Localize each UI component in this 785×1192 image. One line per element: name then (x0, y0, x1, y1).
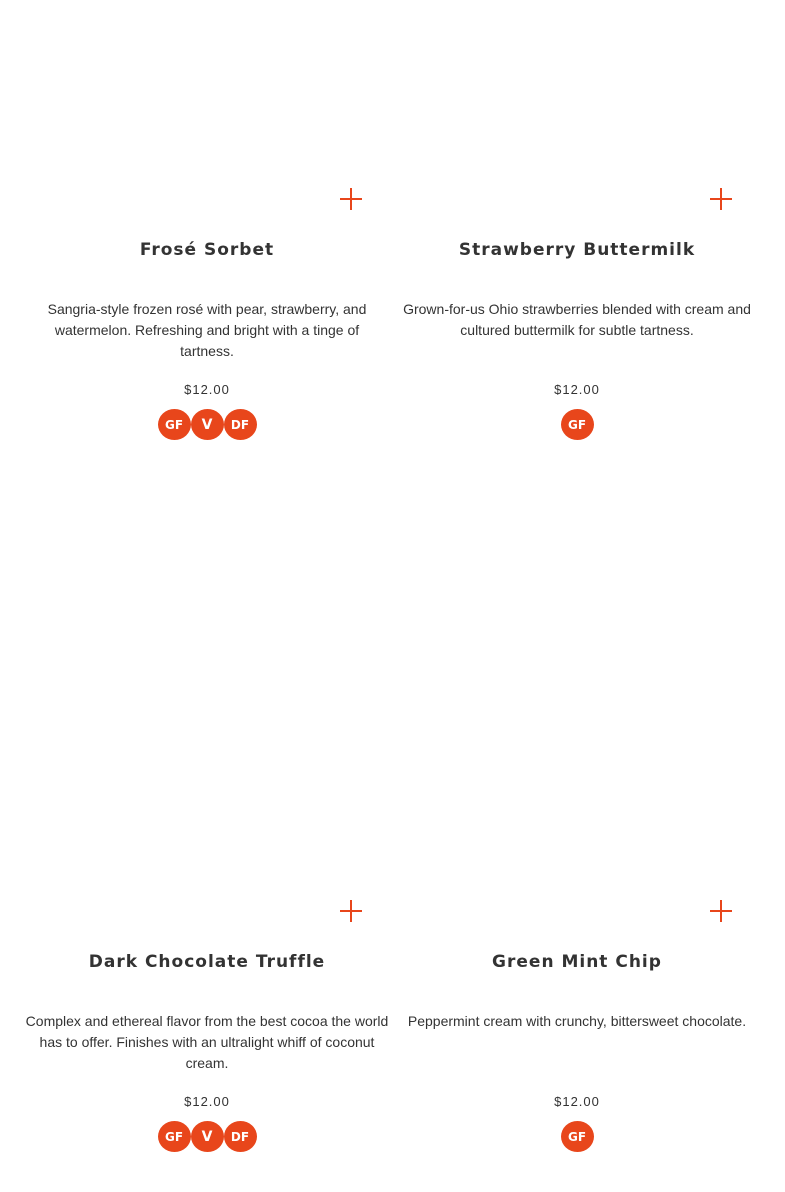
vegan-badge: V (191, 409, 224, 440)
gluten-free-badge: GF (561, 1121, 594, 1152)
plus-icon (702, 180, 740, 218)
product-title[interactable]: Strawberry Buttermilk (458, 240, 696, 260)
product-card-strawberry-buttermilk (392, 180, 762, 480)
dairy-free-badge: DF (224, 409, 257, 440)
dairy-free-badge: DF (224, 1121, 257, 1152)
add-to-cart-button[interactable] (332, 892, 370, 930)
product-title[interactable]: Frosé Sorbet (139, 240, 275, 260)
product-description: Peppermint cream with crunchy, bittersweet chocolate. (407, 1013, 747, 1029)
product-description: Sangria-style frozen rosé with pear, strawberry, and watermelon. Refreshing and bright with a tinge of tartness. (47, 301, 367, 359)
product-description: Complex and ethereal flavor from the best cocoa the world has to offer. Finishes with an ultralight whiff of coconut cream. (25, 1013, 389, 1071)
product-price: $12.00 (184, 382, 230, 397)
product-price: $12.00 (554, 1094, 600, 1109)
gluten-free-badge: GF (561, 409, 594, 440)
plus-icon (332, 892, 370, 930)
vegan-badge: V (191, 1121, 224, 1152)
product-title[interactable]: Dark Chocolate Truffle (88, 952, 326, 972)
product-card-green-mint-chip (392, 892, 762, 1192)
gluten-free-badge: GF (158, 1121, 191, 1152)
dietary-badges (22, 1121, 392, 1152)
dietary-badges (392, 1121, 762, 1152)
product-card-dark-chocolate-truffle (22, 892, 392, 1192)
plus-icon (332, 180, 370, 218)
gluten-free-badge: GF (158, 409, 191, 440)
add-to-cart-button[interactable] (702, 180, 740, 218)
add-to-cart-button[interactable] (702, 892, 740, 930)
add-to-cart-button[interactable] (332, 180, 370, 218)
plus-icon (702, 892, 740, 930)
product-card-frose-sorbet (22, 180, 392, 480)
dietary-badges (22, 409, 392, 440)
product-title[interactable]: Green Mint Chip (492, 952, 662, 972)
dietary-badges (392, 409, 762, 440)
product-price: $12.00 (184, 1094, 230, 1109)
product-description: Grown-for-us Ohio strawberries blended with cream and cultured buttermilk for subtle tartness. (403, 301, 751, 338)
product-price: $12.00 (554, 382, 600, 397)
